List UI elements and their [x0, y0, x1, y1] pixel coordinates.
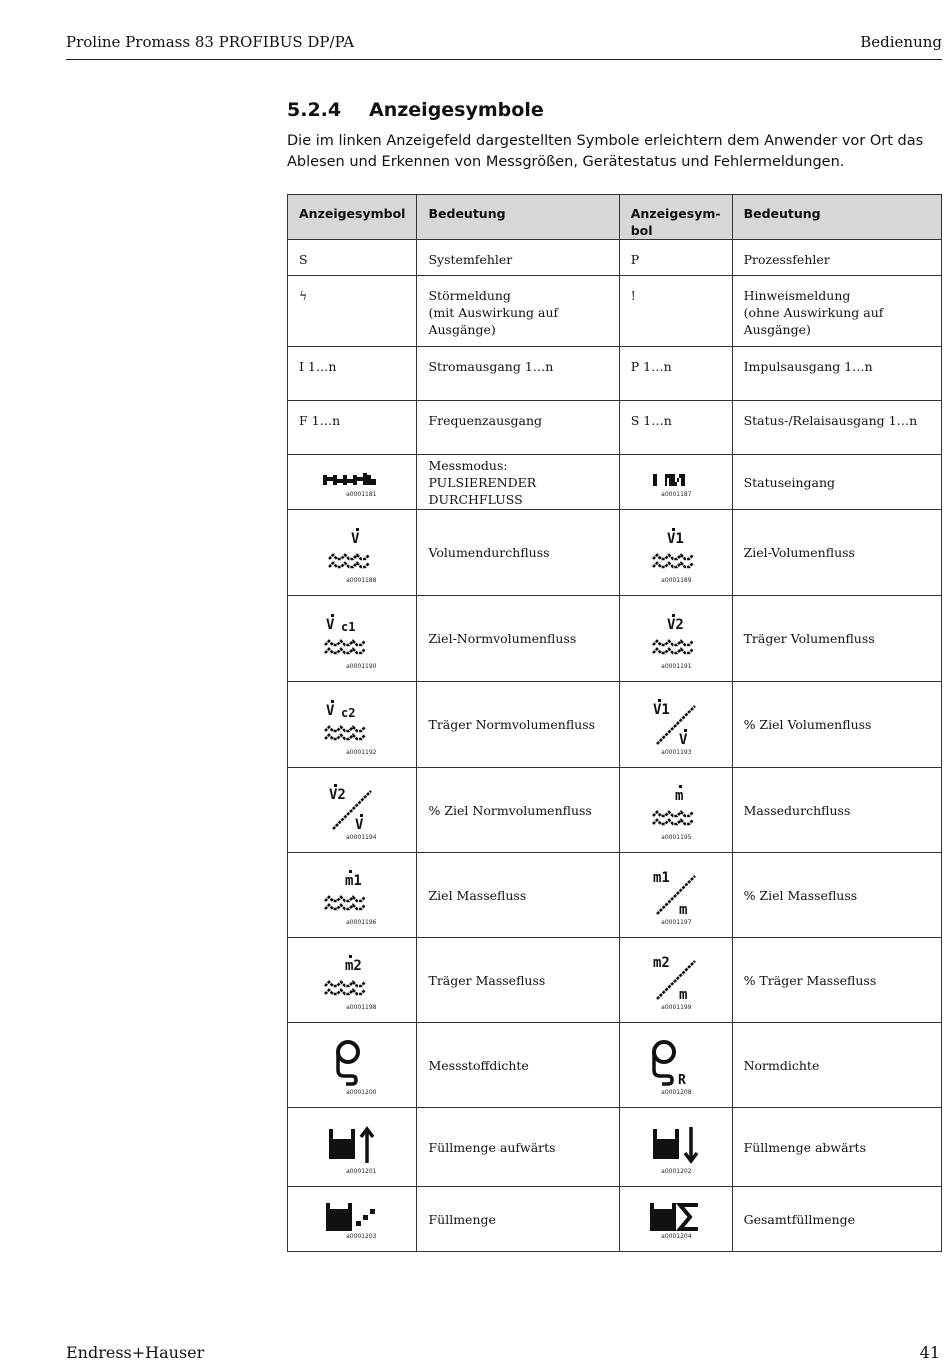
table-row	[288, 853, 942, 938]
figure-reference: a0001192	[346, 749, 377, 756]
svg-text:R: R	[677, 1073, 686, 1088]
figure-reference: a0001201	[346, 1168, 377, 1175]
symbol-cell	[619, 682, 732, 768]
meaning-cell: Träger Volumenfluss	[732, 596, 941, 682]
svg-text:V1: V1	[652, 701, 670, 718]
symbol-cell	[619, 853, 732, 938]
table-row	[288, 1023, 942, 1108]
meaning-cell: Störmeldung (mit Auswirkung auf Ausgänge)	[417, 276, 619, 347]
figure-reference: a0001197	[661, 919, 692, 926]
figure-reference: a0001202	[661, 1168, 692, 1175]
symbol-cell	[288, 938, 417, 1023]
running-header-chapter: Bedienung	[860, 33, 942, 51]
symbol-cell: F 1…n	[288, 401, 417, 455]
figure-reference: a0001199	[661, 1004, 692, 1011]
svg-text:m: m	[678, 902, 688, 918]
meaning-cell: Ziel-Volumenfluss	[732, 510, 941, 596]
target-volume-flow-icon	[651, 527, 701, 579]
figure-reference: a0001193	[661, 749, 692, 756]
meaning-cell: % Ziel Volumenfluss	[732, 682, 941, 768]
symbol-cell	[619, 596, 732, 682]
meaning-cell: Hinweismeldung (ohne Auswirkung auf Ausgänge)	[732, 276, 941, 347]
meaning-cell: Massedurchfluss	[732, 768, 941, 853]
symbol-cell	[619, 1023, 732, 1108]
svg-text:V1: V1	[666, 530, 684, 547]
section-title: Anzeigesymbole	[369, 99, 544, 121]
display-symbols-table	[287, 194, 942, 1252]
section-number: 5.2.4	[287, 99, 342, 121]
symbol-cell	[288, 768, 417, 853]
volume-flow-icon	[327, 527, 377, 579]
svg-text:V2: V2	[666, 616, 684, 633]
meaning-cell: Impulsausgang 1…n	[732, 347, 941, 401]
running-header-title: Proline Promass 83 PROFIBUS DP/PA	[66, 33, 355, 51]
meaning-cell: Statuseingang	[732, 455, 941, 510]
symbol-cell	[619, 1187, 732, 1252]
symbol-cell	[288, 596, 417, 682]
figure-reference: a0001190	[346, 663, 377, 670]
meaning-cell: Gesamtfüllmenge	[732, 1187, 941, 1252]
figure-reference: a0001204	[661, 1233, 692, 1240]
table-row	[288, 596, 942, 682]
figure-reference: a0001195	[661, 834, 692, 841]
meaning-cell: Status-/Relaisausgang 1…n	[732, 401, 941, 455]
meaning-cell: % Ziel Normvolumenfluss	[417, 768, 619, 853]
figure-reference: a0001187	[661, 491, 692, 498]
svg-text:m2: m2	[652, 955, 670, 971]
svg-text:m1: m1	[652, 870, 670, 886]
svg-text:m: m	[678, 987, 688, 1003]
table-row	[288, 347, 942, 401]
symbol-cell: I 1…n	[288, 347, 417, 401]
table-row	[288, 276, 942, 347]
target-corrected-volume-flow-icon	[323, 613, 381, 665]
table-header-row	[288, 195, 942, 240]
svg-text:m1: m1	[345, 873, 363, 889]
figure-reference: a0001191	[661, 663, 692, 670]
symbol-cell	[288, 510, 417, 596]
meaning-cell: Füllmenge abwärts	[732, 1108, 941, 1187]
symbol-cell	[288, 455, 417, 510]
symbol-cell	[619, 455, 732, 510]
symbol-cell	[288, 853, 417, 938]
column-header: Bedeutung	[732, 195, 941, 240]
meaning-cell: Normdichte	[732, 1023, 941, 1108]
symbol-cell: S 1…n	[619, 401, 732, 455]
table-row	[288, 240, 942, 276]
figure-reference: a0001188	[346, 577, 377, 584]
intro-paragraph: Die im linken Anzeigefeld dargestellten Symbole erleichtern dem Anwender vor Ort das Ablesen und Erkennen von Messgrößen, Gerätestatus und Fehlermeldungen.	[287, 133, 924, 170]
svg-text:V: V	[678, 731, 688, 748]
svg-text:m: m	[674, 788, 684, 804]
table-row	[288, 401, 942, 455]
table-row	[288, 1108, 942, 1187]
page-number: 41	[919, 1343, 940, 1362]
column-header: Anzeigesym-bol	[619, 195, 732, 240]
svg-text:V: V	[351, 530, 360, 547]
column-header: Anzeigesymbol	[288, 195, 417, 240]
figure-reference: a0001181	[346, 491, 377, 498]
carrier-corrected-volume-flow-icon	[323, 699, 381, 751]
table-row	[288, 768, 942, 853]
symbol-cell	[288, 1187, 417, 1252]
figure-reference: a0001194	[346, 834, 377, 841]
symbol-cell	[288, 1108, 417, 1187]
footer-company: Endress+Hauser	[66, 1343, 205, 1362]
symbol-cell	[619, 1108, 732, 1187]
table-row	[288, 682, 942, 768]
symbol-cell	[619, 938, 732, 1023]
figure-reference: a0001189	[661, 577, 692, 584]
table-row	[288, 1187, 942, 1252]
svg-text:c1: c1	[341, 619, 356, 634]
svg-text:c2: c2	[341, 705, 356, 720]
meaning-cell: Systemfehler	[417, 240, 619, 276]
carrier-volume-flow-icon	[651, 613, 701, 665]
meaning-cell: Messstoffdichte	[417, 1023, 619, 1108]
header-rule	[66, 59, 942, 60]
meaning-cell: Ziel Massefluss	[417, 853, 619, 938]
svg-text:V: V	[326, 616, 335, 633]
symbol-cell: P	[619, 240, 732, 276]
meaning-cell: Träger Normvolumenfluss	[417, 682, 619, 768]
svg-text:V: V	[326, 702, 335, 719]
table-row	[288, 455, 942, 510]
meaning-cell: Messmodus: PULSIERENDER DURCHFLUSS	[417, 455, 619, 510]
svg-text:V2: V2	[329, 787, 347, 803]
symbol-cell	[619, 768, 732, 853]
svg-text:m2: m2	[345, 958, 363, 974]
symbol-cell	[288, 682, 417, 768]
meaning-cell: Prozessfehler	[732, 240, 941, 276]
symbol-cell: ϟ	[288, 276, 417, 347]
meaning-cell: Stromausgang 1…n	[417, 347, 619, 401]
symbol-cell: !	[619, 276, 732, 347]
symbol-cell: P 1…n	[619, 347, 732, 401]
meaning-cell: Füllmenge	[417, 1187, 619, 1252]
symbol-cell: S	[288, 240, 417, 276]
figure-reference: a0001208	[661, 1089, 692, 1096]
symbol-cell	[619, 510, 732, 596]
column-header: Bedeutung	[417, 195, 619, 240]
figure-reference: a0001200	[346, 1089, 377, 1096]
table-row	[288, 938, 942, 1023]
figure-reference: a0001198	[346, 1004, 377, 1011]
meaning-cell: Träger Massefluss	[417, 938, 619, 1023]
meaning-cell: Frequenzausgang	[417, 401, 619, 455]
table-row	[288, 510, 942, 596]
section-heading	[287, 99, 544, 121]
figure-reference: a0001196	[346, 919, 377, 926]
meaning-cell: Füllmenge aufwärts	[417, 1108, 619, 1187]
symbol-cell	[288, 1023, 417, 1108]
figure-reference: a0001203	[346, 1233, 377, 1240]
meaning-cell: % Ziel Massefluss	[732, 853, 941, 938]
meaning-cell: Ziel-Normvolumenfluss	[417, 596, 619, 682]
meaning-cell: % Träger Massefluss	[732, 938, 941, 1023]
meaning-cell: Volumendurchfluss	[417, 510, 619, 596]
svg-text:V: V	[355, 817, 364, 833]
